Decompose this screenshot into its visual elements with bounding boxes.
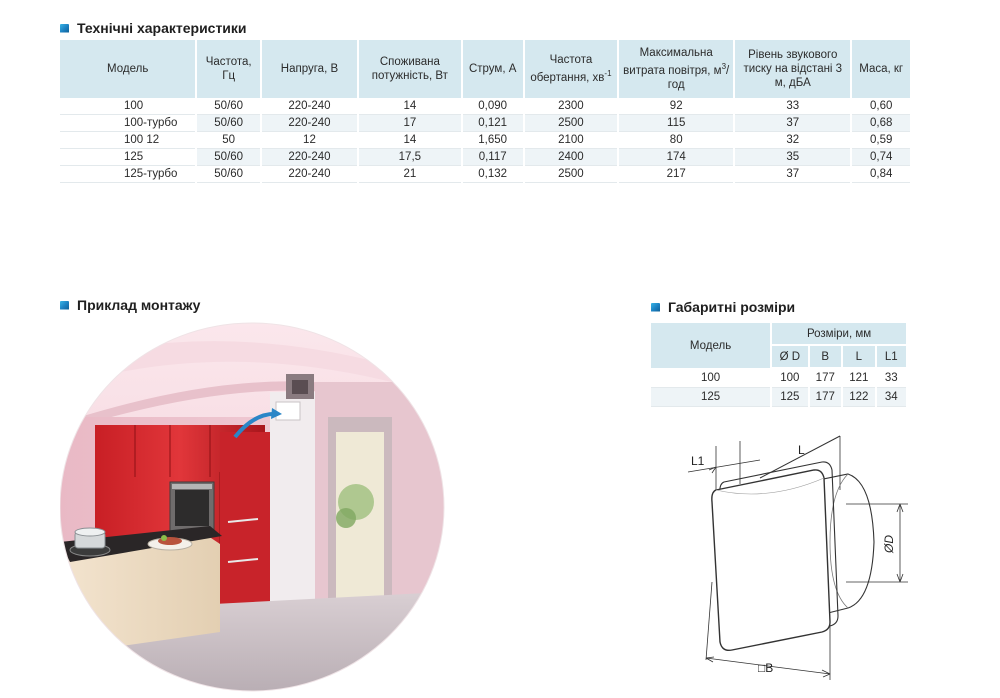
cell-current: 0,090 [462,98,524,115]
header-model: Модель [60,40,196,98]
specs-title-text: Технічні характеристики [77,20,247,36]
cell-current: 1,650 [462,132,524,149]
cell-power: 21 [358,166,462,183]
dims-header-group: Розміри, мм [771,323,907,345]
cell-voltage: 220-240 [261,149,358,166]
table-row [60,132,910,149]
dims-cell-b: 177 [809,388,843,407]
section-bullet-icon [60,301,69,310]
cell-rpm: 2300 [524,98,619,115]
label-l1: L1 [691,454,705,468]
cell-model: 100 [60,98,196,115]
cell-noise: 33 [734,98,851,115]
cell-noise: 37 [734,166,851,183]
dimensions-section-title [651,299,795,315]
table-row [651,368,907,388]
specs-table [60,40,910,183]
header-airflow-sup: 3 [721,62,727,72]
cell-power: 17 [358,115,462,132]
cell-mass: 0,68 [851,115,910,132]
cell-voltage: 12 [261,132,358,149]
cell-noise: 32 [734,132,851,149]
cell-voltage: 220-240 [261,115,358,132]
dims-header-l1: L1 [876,345,907,368]
cell-model: 100-турбо [60,115,196,132]
dims-cell-model: 125 [651,388,771,407]
dimensions-title-text: Габаритні розміри [668,299,796,315]
header-airflow-unit: /год [667,64,730,91]
cell-frequency: 50/60 [196,149,261,166]
cell-rpm: 2100 [524,132,619,149]
cell-frequency: 50 [196,132,261,149]
section-bullet-icon [651,303,660,312]
cell-noise: 35 [734,149,851,166]
dims-header-model: Модель [651,323,771,368]
fan-dimension-drawing [660,432,910,682]
cell-current: 0,132 [462,166,524,183]
cell-model: 125 [60,149,196,166]
cell-current: 0,121 [462,115,524,132]
cell-current: 0,117 [462,149,524,166]
dims-header-d: Ø D [771,345,808,368]
header-rpm-sup: -1 [604,69,612,79]
cell-mass: 0,60 [851,98,910,115]
cell-model: 125-турбо [60,166,196,183]
header-rpm-text: Частота обертання, хв [530,54,605,84]
cell-power: 14 [358,98,462,115]
dims-header-l: L [842,345,876,368]
dims-header-row [651,323,907,345]
header-airflow [618,40,734,98]
header-noise: Рівень звукового тиску на відстані 3 м, дБА [734,40,851,98]
specs-section-title [60,20,247,36]
cell-airflow: 92 [618,98,734,115]
dims-cell-d: 125 [771,388,808,407]
cell-voltage: 220-240 [261,98,358,115]
cell-frequency: 50/60 [196,115,261,132]
label-b: □B [758,661,774,675]
table-row [60,98,910,115]
dims-cell-l1: 33 [876,368,907,388]
header-current: Струм, А [462,40,524,98]
label-d: ØD [882,535,896,553]
dims-cell-l: 122 [842,388,876,407]
dims-cell-d: 100 [771,368,808,388]
cell-mass: 0,59 [851,132,910,149]
cell-mass: 0,74 [851,149,910,166]
header-power: Споживана потужність, Вт [358,40,462,98]
header-mass: Маса, кг [851,40,910,98]
table-row [651,388,907,407]
header-rpm [524,40,619,98]
cell-power: 17,5 [358,149,462,166]
mounting-section-title [60,297,200,313]
table-row [60,166,910,183]
cell-airflow: 80 [618,132,734,149]
cell-power: 14 [358,132,462,149]
label-l: L [798,443,805,457]
table-row [60,115,910,132]
header-frequency: Частота, Гц [196,40,261,98]
dims-header-b: B [809,345,843,368]
dimensions-table [651,323,908,407]
dims-cell-model: 100 [651,368,771,388]
cell-frequency: 50/60 [196,98,261,115]
cell-airflow: 115 [618,115,734,132]
section-bullet-icon [60,24,69,33]
specs-header-row [60,40,910,98]
dims-cell-l: 121 [842,368,876,388]
dims-cell-b: 177 [809,368,843,388]
header-voltage: Напруга, В [261,40,358,98]
dims-cell-l1: 34 [876,388,907,407]
cell-mass: 0,84 [851,166,910,183]
mounting-title-text: Приклад монтажу [77,297,201,313]
cell-frequency: 50/60 [196,166,261,183]
cell-voltage: 220-240 [261,166,358,183]
header-airflow-text: Максимальна витрата повітря, м [623,47,722,77]
cell-rpm: 2500 [524,166,619,183]
cell-airflow: 174 [618,149,734,166]
cell-noise: 37 [734,115,851,132]
cell-airflow: 217 [618,166,734,183]
table-row [60,149,910,166]
mounting-example-illustration [60,322,445,692]
cell-rpm: 2500 [524,115,619,132]
cell-rpm: 2400 [524,149,619,166]
cell-model: 100 12 [60,132,196,149]
